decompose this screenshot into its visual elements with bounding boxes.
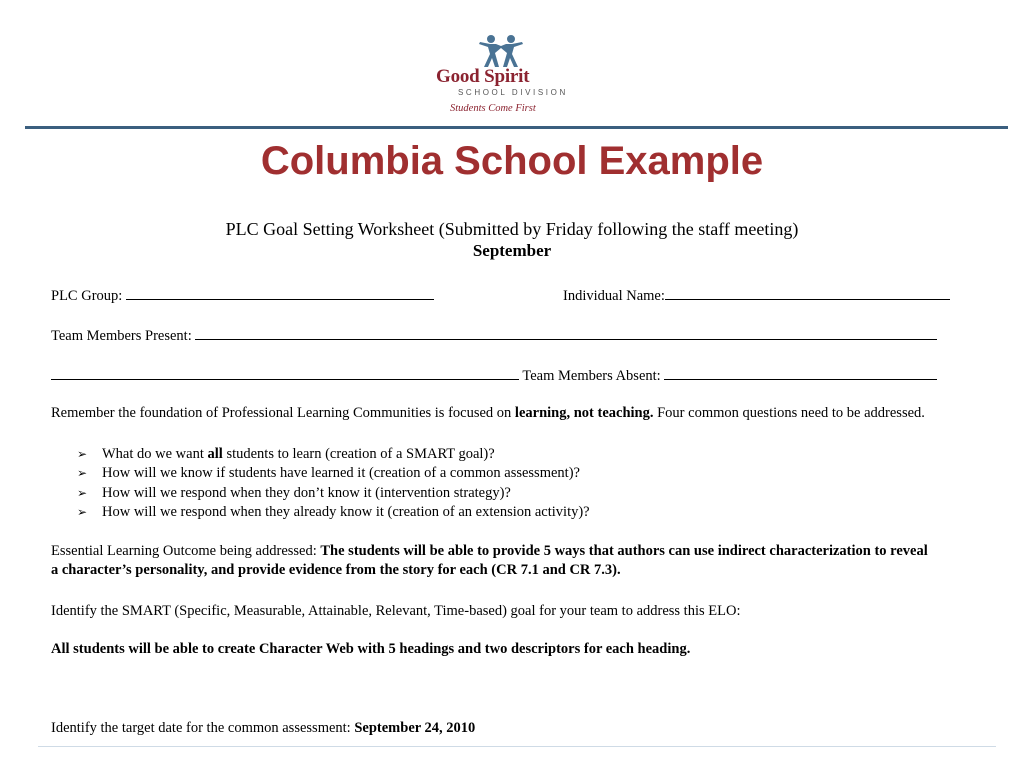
logo-division: SCHOOL DIVISION (458, 88, 568, 97)
team-present-row (51, 327, 937, 345)
intro-paragraph: Remember the foundation of Professional Learning Communities is focused on learning, not teaching. Four common questions need to be addressed. (51, 405, 925, 421)
team-absent-field[interactable] (664, 367, 937, 380)
team-present-field[interactable] (195, 327, 937, 340)
header-divider (25, 126, 1008, 129)
list-item: ➢ How will we know if students have learned it (creation of a common assessment)? (77, 464, 590, 483)
team-absent-row (51, 367, 937, 385)
questions-list (77, 445, 590, 522)
logo-name: Good Spirit (436, 66, 530, 87)
team-present-label: Team Members Present: (51, 328, 192, 344)
elo-text: The students will be able to provide 5 ways that authors can use indirect characterization to reveal a character’s personality, and provide evidence from the story for each (CR 7.1 and CR 7.3). (51, 543, 928, 578)
worksheet-month: September (472, 241, 552, 260)
target-date-label: Identify the target date for the common assessment: (51, 720, 355, 736)
plc-group-label: PLC Group: (51, 288, 123, 304)
target-date-value: September 24, 2010 (354, 720, 476, 736)
list-item: ➢ What do we want all students to learn (creation of a SMART goal)? (77, 445, 590, 464)
elo-label: Essential Learning Outcome being addressed: (51, 543, 321, 559)
arrow-bullet-icon: ➢ (77, 466, 88, 481)
individual-name-label: Individual Name: (563, 288, 665, 304)
team-absent-label: Team Members Absent: (522, 368, 661, 384)
plc-group-row (51, 287, 434, 305)
logo-tagline: Students Come First (450, 103, 536, 114)
smart-goal: All students will be able to create Character Web with 5 headings and two descriptors for each heading. (51, 641, 691, 657)
children-figures-icon (476, 34, 526, 68)
target-date-row (51, 719, 981, 738)
team-present-continued-field[interactable] (51, 367, 519, 380)
arrow-bullet-icon: ➢ (77, 485, 88, 500)
arrow-bullet-icon: ➢ (77, 447, 88, 461)
worksheet-title: PLC Goal Setting Worksheet (Submitted by Friday following the staff meeting) (225, 219, 799, 239)
list-item: ➢ How will we respond when they already know it (creation of an extension activity)? (77, 503, 590, 522)
individual-name-row (563, 287, 950, 305)
elo-paragraph (51, 542, 931, 580)
school-division-logo (430, 34, 570, 118)
arrow-bullet-icon: ➢ (77, 504, 88, 519)
slide-title: Columbia School Example (260, 139, 764, 182)
list-item: ➢ How will we respond when they don’t know it (intervention strategy)? (77, 484, 590, 503)
plc-group-field[interactable] (126, 287, 434, 300)
smart-prompt: Identify the SMART (Specific, Measurable, Attainable, Relevant, Time-based) goal for your team to address this ELO: (51, 603, 741, 619)
footer-divider (38, 746, 996, 747)
individual-name-field[interactable] (665, 287, 950, 300)
